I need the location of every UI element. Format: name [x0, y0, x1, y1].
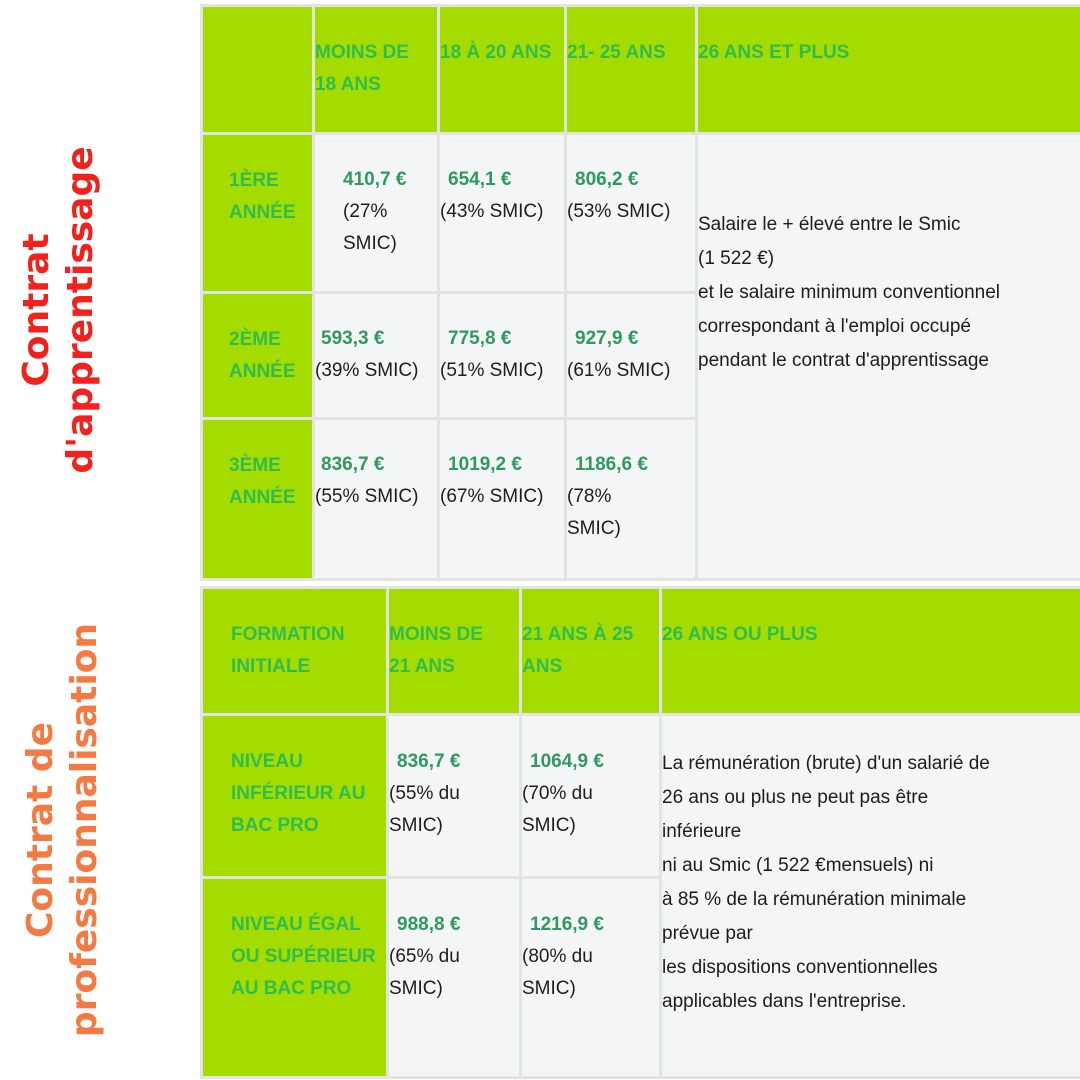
table-row: [202, 134, 1080, 293]
salary-cell: [314, 419, 439, 580]
contrat-apprentissage-label: [15, 130, 103, 490]
salary-amount: 836,7 €: [321, 454, 385, 475]
salary-amount: 806,2 €: [575, 169, 639, 190]
salary-cell: [314, 134, 439, 293]
salary-percent: (55% SMIC): [315, 486, 419, 507]
text-line: applicables dans l'entreprise.: [662, 991, 907, 1012]
text-line: 26 ans ou plus ne peut pas être: [662, 787, 929, 808]
header-cell: 26 ANS ET PLUS: [697, 6, 1080, 134]
header-cell: 18 À 20 ANS: [439, 6, 566, 134]
text-line: à 85 % de la rémunération minimale: [662, 889, 967, 910]
apprentissage-table: [200, 4, 1080, 581]
salary-percent: (43% SMIC): [440, 201, 544, 222]
text-line: prévue par: [662, 923, 753, 944]
salary-percent: (53% SMIC): [567, 201, 671, 222]
over-26-cell: [661, 715, 1080, 1078]
label-line-1: Contrat de: [20, 722, 61, 938]
header-cell: 26 ANS OU PLUS: [661, 588, 1080, 715]
salary-cell: [388, 715, 521, 878]
salary-amount: 1186,6 €: [575, 454, 648, 475]
row-label: NIVEAU ÉGAL OU SUPÉRIEUR AU BAC PRO: [202, 878, 388, 1078]
header-cell: MOINS DE 18 ANS: [314, 6, 439, 134]
label-line-2: professionnalisation: [64, 622, 105, 1038]
salary-amount: 836,7 €: [397, 751, 461, 772]
salary-percent: (78% SMIC): [567, 486, 621, 539]
salary-cell: [566, 419, 697, 580]
salary-amount: 1064,9 €: [530, 751, 604, 772]
salary-percent: (51% SMIC): [440, 360, 544, 381]
salary-amount: 927,9 €: [575, 328, 639, 349]
header-cell: 21- 25 ANS: [566, 6, 697, 134]
header-cell: FORMATION INITIALE: [202, 588, 388, 715]
text-line: Salaire le + élevé entre le Smic: [698, 213, 961, 235]
salary-cell: [566, 293, 697, 419]
row-label: 1ÈRE ANNÉE: [202, 134, 314, 293]
salary-percent: (61% SMIC): [567, 360, 671, 381]
salary-cell: [566, 134, 697, 293]
salary-cell: [314, 293, 439, 419]
label-line-2: d'apprentissage: [60, 146, 101, 474]
text-line: ni au Smic (1 522 €mensuels) ni: [662, 855, 934, 876]
row-label: 3ÈME ANNÉE: [202, 419, 314, 580]
professionnalisation-table: [200, 586, 1080, 1079]
salary-amount: 410,7 €: [343, 169, 407, 190]
header-cell: MOINS DE 21 ANS: [388, 588, 521, 715]
row-label: 2ÈME ANNÉE: [202, 293, 314, 419]
text-line: et le salaire minimum conventionnel: [698, 281, 1001, 303]
text-line: correspondant à l'emploi occupé: [698, 315, 971, 337]
salary-amount: 988,8 €: [397, 914, 461, 935]
salary-percent: (65% du SMIC): [389, 946, 460, 999]
salary-percent: (70% du SMIC): [522, 783, 593, 836]
over-26-text: [662, 747, 1074, 1019]
salary-cell: [521, 715, 661, 878]
salary-percent: (39% SMIC): [315, 360, 419, 381]
table-header-row: [202, 6, 1080, 134]
text-line: inférieure: [662, 821, 742, 842]
salary-percent: (67% SMIC): [440, 486, 544, 507]
salary-cell: [439, 419, 566, 580]
salary-amount: 775,8 €: [448, 328, 512, 349]
label-line-1: Contrat: [16, 233, 57, 387]
salary-amount: 654,1 €: [448, 169, 512, 190]
over-26-cell: [697, 134, 1080, 580]
text-line: les dispositions conventionnelles: [662, 957, 938, 978]
salary-percent: (55% du SMIC): [389, 783, 460, 836]
table-header-row: [202, 588, 1080, 715]
header-cell-empty: [202, 6, 314, 134]
salary-cell: [521, 878, 661, 1078]
salary-cell: [439, 134, 566, 293]
text-line: La rémunération (brute) d'un salarié de: [662, 753, 990, 774]
over-26-text: [698, 208, 1074, 378]
salary-percent: (80% du SMIC): [522, 946, 593, 999]
header-cell: 21 ANS À 25 ANS: [521, 588, 661, 715]
salary-cell: [439, 293, 566, 419]
text-line: pendant le contrat d'apprentissage: [698, 349, 989, 371]
text-line: (1 522 €): [698, 247, 775, 269]
contrat-professionnalisation-label: [19, 610, 107, 1050]
table-row: [202, 715, 1080, 878]
row-label: NIVEAU INFÉRIEUR AU BAC PRO: [202, 715, 388, 878]
salary-percent: (27% SMIC): [343, 201, 397, 254]
salary-amount: 1019,2 €: [448, 454, 522, 475]
salary-amount: 1216,9 €: [530, 914, 604, 935]
salary-amount: 593,3 €: [321, 328, 385, 349]
salary-cell: [388, 878, 521, 1078]
